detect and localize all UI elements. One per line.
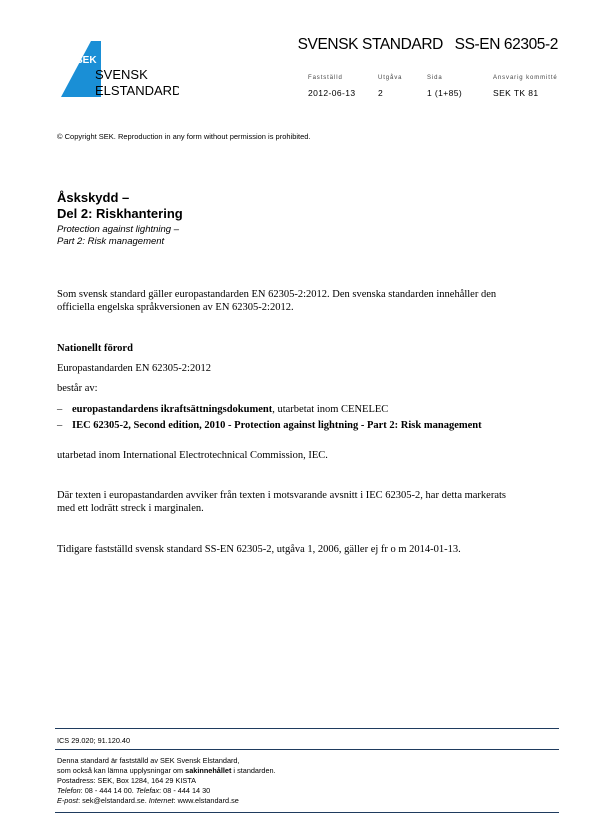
title-english-line2: Part 2: Risk management	[57, 236, 165, 247]
meta-label-page: Sida	[427, 75, 443, 81]
difference-line2: med ett lodrätt streck i marginalen.	[57, 503, 204, 514]
footer-line2-a: som också kan lämna upplysningar om	[57, 766, 186, 775]
footer-line2	[57, 766, 276, 775]
intro-line1: Som svensk standard gäller europastandarden EN 62305-2:2012. Den svenska standarden innehåller den	[57, 289, 497, 300]
footer-line1: Denna standard är fastställd av SEK Svensk Elstandard,	[57, 756, 240, 765]
logo-badge-text: SEK	[76, 55, 97, 66]
copyright-notice: © Copyright SEK. Reproduction in any form without permission is prohibited.	[57, 132, 311, 141]
footer-phone-fax	[57, 786, 210, 795]
ics-codes: ICS 29.020; 91.120.40	[57, 736, 131, 745]
bullet1-rest: , utarbetat inom CENELEC	[272, 404, 389, 415]
meta-label-date: Fastställd	[308, 75, 343, 81]
previous-standard-line: Tidigare fastställd svensk standard SS-EN 62305-2, utgåva 1, 2006, gäller ej fr o m 2014-01-13.	[57, 544, 461, 555]
sek-logo	[57, 39, 179, 99]
foreword-line2: består av:	[57, 383, 98, 394]
intro-line2: officiella engelska språkversionen av EN 62305-2:2012.	[57, 302, 294, 313]
difference-line1: Där texten i europastandarden avviker från texten i motsvarande avsnitt i IEC 62305-2, har detta markerats	[57, 490, 507, 501]
footer-postal-address: Postadress: SEK, Box 1284, 164 29 KISTA	[57, 776, 196, 785]
title-swedish-line1: Åskskydd –	[57, 190, 130, 205]
footer-line2-bold: sakinnehållet	[185, 766, 232, 775]
meta-label-edition: Utgåva	[378, 75, 403, 81]
footer-line2-c: i standarden.	[231, 766, 276, 775]
email-link[interactable]: : sek@elstandard.se.	[78, 796, 149, 805]
bullet-item-1	[72, 404, 388, 415]
footer-rule-middle	[55, 749, 559, 750]
fax-label: Telefax	[135, 786, 160, 795]
bullet-dash-1: –	[57, 404, 63, 415]
bullet-dash-2: –	[57, 420, 63, 431]
footer-rule-top	[55, 728, 559, 729]
prepared-by-line: utarbetad inom International Electrotechnical Commission, IEC.	[57, 450, 328, 461]
logo-line1: SVENSK	[95, 67, 148, 82]
meta-value-committee: SEK TK 81	[493, 88, 539, 98]
fax-value: : 08 - 444 14 30	[159, 786, 211, 795]
sek-logo-mark	[57, 39, 179, 99]
meta-label-committee: Ansvarig kommitté	[493, 75, 558, 81]
foreword-heading: Nationellt förord	[57, 343, 133, 354]
web-link[interactable]: : www.elstandard.se	[173, 796, 239, 805]
foreword-line1: Europastandarden EN 62305-2:2012	[57, 363, 211, 374]
meta-value-edition: 2	[378, 88, 384, 98]
phone-value: : 08 - 444 14 00.	[80, 786, 136, 795]
bullet-item-2: IEC 62305-2, Second edition, 2010 - Protection against lightning - Part 2: Risk management	[72, 420, 482, 431]
phone-label: Telefon	[57, 786, 81, 795]
email-label: E-post	[57, 796, 79, 805]
title-english-line1: Protection against lightning –	[57, 224, 179, 235]
bullet1-bold: europastandardens ikraftsättningsdokument	[72, 404, 273, 415]
web-label: Internet	[148, 796, 174, 805]
meta-value-date: 2012-06-13	[308, 88, 356, 98]
logo-line2: ELSTANDARD	[95, 83, 179, 98]
footer-email-web	[57, 796, 239, 805]
meta-value-page: 1 (1+85)	[427, 88, 463, 98]
title-swedish-line2: Del 2: Riskhantering	[57, 206, 183, 221]
standard-title: SVENSK STANDARD SS-EN 62305-2	[297, 36, 558, 53]
footer-rule-bottom	[55, 812, 559, 813]
